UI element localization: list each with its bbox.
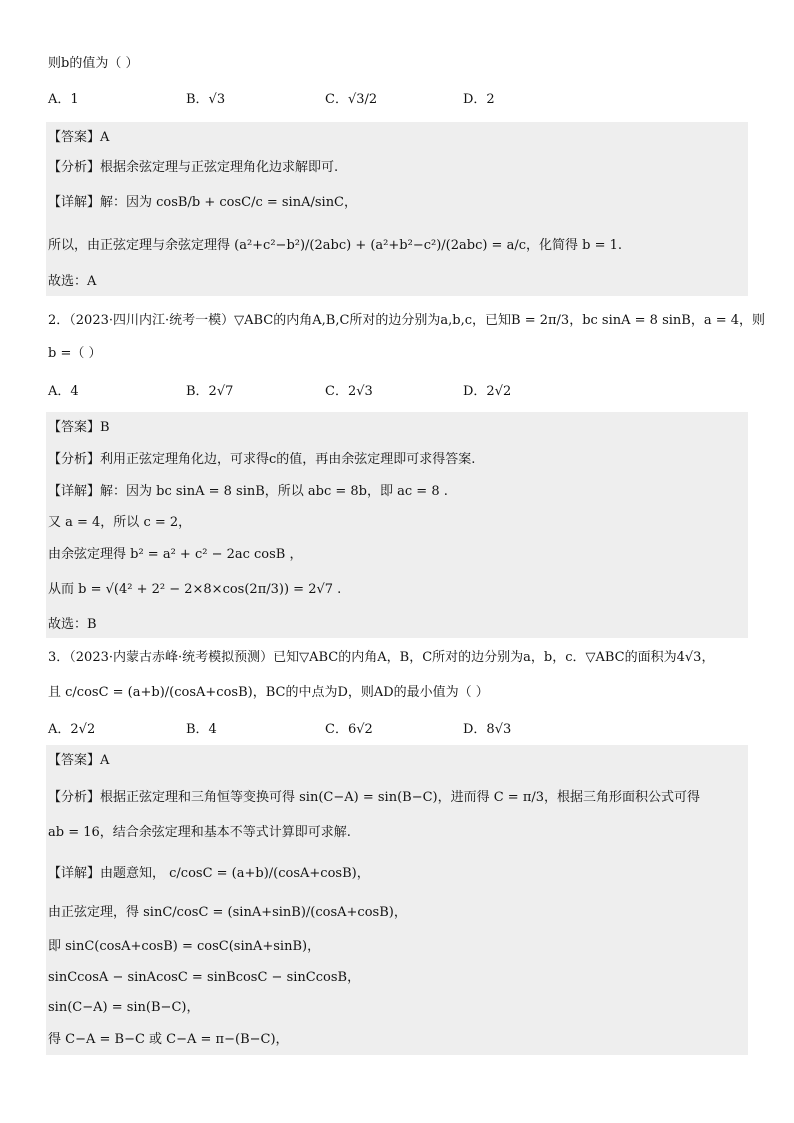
option-c: C．2√3 xyxy=(325,384,373,399)
detail-2-line1: 【详解】解：因为 bc sinA = 8 sinB，所以 abc = 8b，即 ac = 8 . xyxy=(48,484,448,499)
choice-1: 故选：A xyxy=(48,274,97,289)
detail-3-line4: sinCcosA − sinAcosC = sinBcosC − sinCcosB， xyxy=(48,970,361,985)
options-q3 xyxy=(48,720,608,742)
option-a: A．1 xyxy=(48,92,79,107)
answer-3: 【答案】A xyxy=(48,753,110,768)
detail-3-line2: 由正弦定理，得 sinC/cosC = (sinA+sinB)/(cosA+cosB)， xyxy=(48,905,407,920)
detail-2-line2: 又 a = 4，所以 c = 2， xyxy=(48,515,192,530)
detail-3-line6: 得 C−A = B−C 或 C−A = π−(B−C)， xyxy=(48,1032,289,1047)
detail-2-line3: 由余弦定理得 b² = a² + c² − 2ac cosB ， xyxy=(48,547,303,562)
analysis-3-line1: 【分析】根据正弦定理和三角恒等变换可得 sin(C−A) = sin(B−C)，进而得 C = π/3，根据三角形面积公式可得 xyxy=(48,790,701,805)
detail-1 xyxy=(48,193,357,213)
option-a: A．4 xyxy=(48,384,79,399)
question-tail: 则b的值为（ ） xyxy=(48,56,139,71)
option-b: B．2√7 xyxy=(186,384,234,399)
detail-3-line1: 【详解】由题意知， c/cosC = (a+b)/(cosA+cosB)， xyxy=(48,866,370,881)
question-3-line2: 且 c/cosC = (a+b)/(cosA+cosB)，BC的中点为D，则AD的最小值为（ ） xyxy=(48,685,489,700)
detail-equation: cosB/b + cosC/c = sinA/sinC， xyxy=(156,195,358,210)
option-b: B．√3 xyxy=(186,92,226,107)
detail-1-line2: 所以，由正弦定理与余弦定理得 (a²+c²−b²)/(2abc) + (a²+b²−c²)/(2abc) = a/c，化简得 b = 1. xyxy=(48,238,622,253)
detail-prefix: 【详解】解：因为 xyxy=(48,195,153,210)
question-2-line1: 2．（2023·四川内江·统考一模）▽ABC的内角A,B,C所对的边分别为a,b,c，已知B = 2π/3，bc sinA = 8 sinB，a = 4，则 xyxy=(48,313,766,328)
option-d: D．2√2 xyxy=(463,384,512,399)
question-3-line1: 3．（2023·内蒙古赤峰·统考模拟预测）已知▽ABC的内角A，B，C所对的边分别为a，b，c．▽ABC的面积为4√3， xyxy=(48,650,715,665)
detail-3-line5: sin(C−A) = sin(B−C)， xyxy=(48,1000,200,1015)
option-d: D．2 xyxy=(463,92,495,107)
choice-2: 故选：B xyxy=(48,617,97,632)
options-q1 xyxy=(48,90,608,112)
option-d: D．8√3 xyxy=(463,722,512,737)
answer-2: 【答案】B xyxy=(48,420,110,435)
option-c: C．6√2 xyxy=(325,722,373,737)
analysis-3-line2: ab = 16，结合余弦定理和基本不等式计算即可求解. xyxy=(48,825,351,840)
detail-3-line3: 即 sinC(cosA+cosB) = cosC(sinA+sinB)， xyxy=(48,939,321,954)
option-a: A．2√2 xyxy=(48,722,96,737)
analysis-2: 【分析】利用正弦定理角化边，可求得c的值，再由余弦定理即可求得答案. xyxy=(48,452,476,467)
detail-2-line4: 从而 b = √(4² + 2² − 2×8×cos(2π/3)) = 2√7 . xyxy=(48,582,342,597)
analysis-1: 【分析】根据余弦定理与正弦定理角化边求解即可. xyxy=(48,160,339,175)
option-b: B．4 xyxy=(186,722,217,737)
question-2-line2: b =（ ） xyxy=(48,346,102,361)
options-q2 xyxy=(48,382,608,404)
option-c: C．√3/2 xyxy=(325,92,378,107)
answer-1: 【答案】A xyxy=(48,130,110,145)
